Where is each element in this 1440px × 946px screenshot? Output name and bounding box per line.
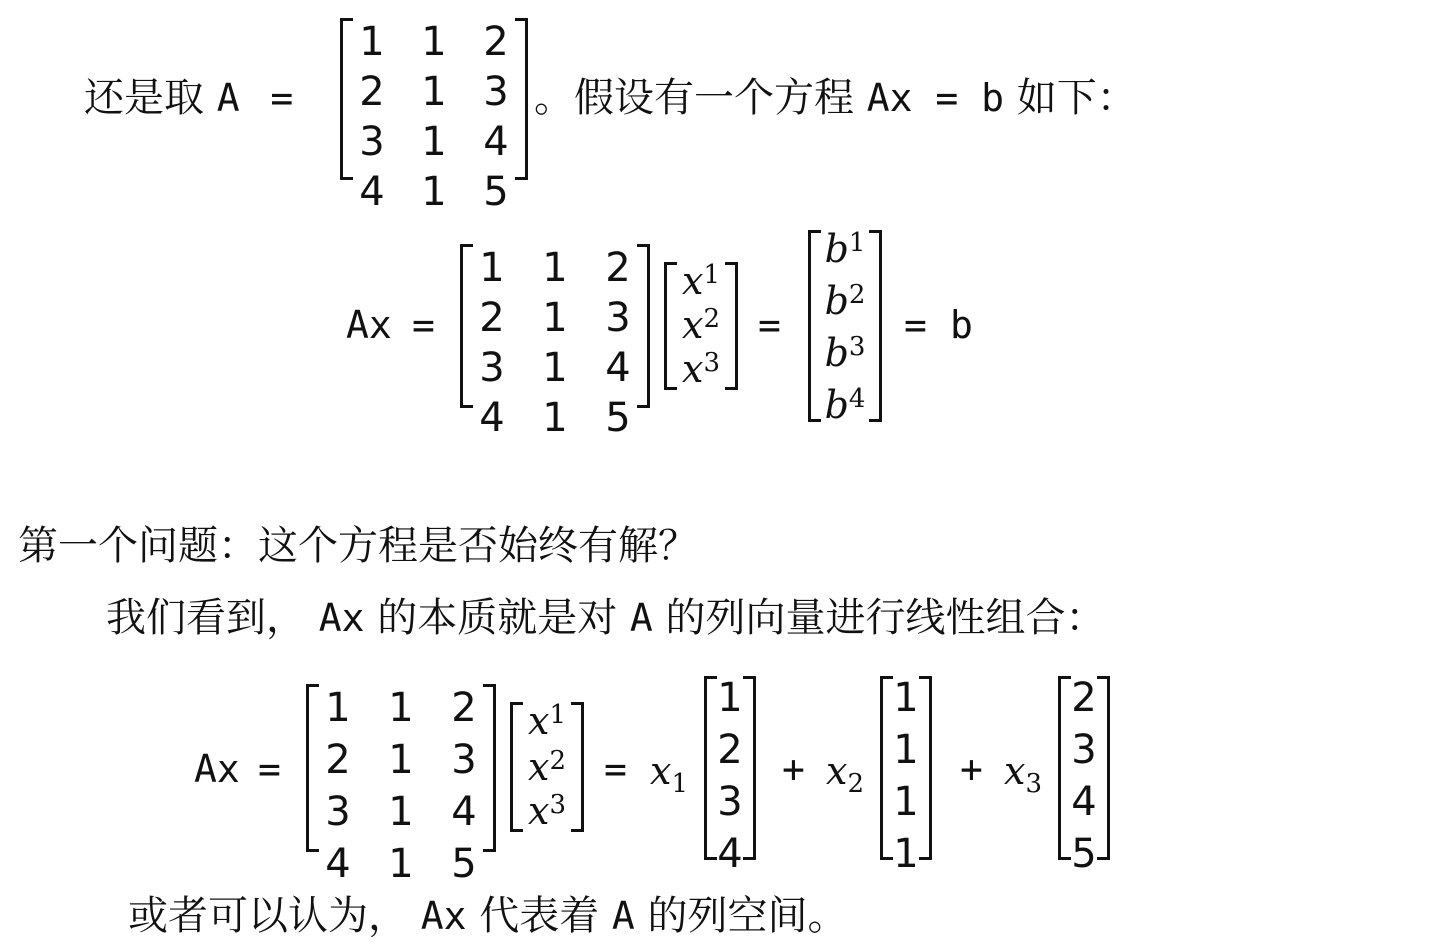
combo-A: A bbox=[629, 596, 653, 640]
matrix-cell: 1 bbox=[542, 395, 568, 441]
vector-entry: 1 bbox=[893, 779, 919, 825]
eq2-equals: = bbox=[258, 747, 281, 791]
matrix-cell: 3 bbox=[479, 345, 505, 391]
b4: b 4 bbox=[824, 383, 866, 427]
matrix-cell: 1 bbox=[421, 69, 447, 115]
matrix-cell: 1 bbox=[388, 789, 414, 835]
matrix-row bbox=[340, 19, 528, 65]
vector-entry: 1 bbox=[893, 727, 919, 773]
matrix-cell: 5 bbox=[483, 169, 509, 215]
matrix-cell: 2 bbox=[359, 69, 385, 115]
matrix-cell: 4 bbox=[359, 169, 385, 215]
matrix-cell: 3 bbox=[359, 119, 385, 165]
combo-Ax: Ax bbox=[318, 596, 365, 640]
coef-x2: $x_2$ bbox=[826, 749, 864, 799]
matrix-row bbox=[340, 69, 528, 115]
intro-tail-text2: 如下： bbox=[1016, 75, 1137, 121]
intro-tail-text: 。假设有一个方程 bbox=[534, 75, 854, 121]
space-Ax: Ax bbox=[420, 894, 467, 938]
column-vector-2 bbox=[880, 675, 932, 877]
vector-entry: 4 bbox=[1071, 779, 1097, 825]
vector-b-eq1 bbox=[808, 227, 882, 427]
matrix-cell: 2 bbox=[483, 19, 509, 65]
line-column-space bbox=[128, 893, 848, 939]
x1: x 1 bbox=[682, 259, 720, 303]
column-vector-3 bbox=[1058, 675, 1110, 877]
matrix-cell: 1 bbox=[388, 685, 414, 731]
combo-post: 的列向量进行线性组合： bbox=[665, 595, 1106, 641]
plus-1: + bbox=[782, 747, 805, 791]
matrix-cell: 4 bbox=[479, 395, 505, 441]
x1: x 1 bbox=[528, 699, 566, 743]
matrix-cell: 3 bbox=[605, 295, 631, 341]
matrix-cell: 2 bbox=[325, 737, 351, 783]
matrix-row bbox=[306, 737, 496, 783]
eq1-lhs: Ax bbox=[346, 303, 392, 347]
vector-entry: 3 bbox=[717, 779, 743, 825]
matrix-cell: 1 bbox=[388, 737, 414, 783]
matrix-cell: 3 bbox=[451, 737, 477, 783]
matrix-cell: 1 bbox=[421, 119, 447, 165]
eq1-equals: = bbox=[412, 303, 435, 347]
line-column-combo bbox=[106, 595, 1106, 641]
eq1-equals-3: = bbox=[904, 303, 927, 347]
plus-2: + bbox=[960, 747, 983, 791]
coef-x3: $x_3$ bbox=[1004, 749, 1042, 799]
matrix-cell: 4 bbox=[325, 841, 351, 887]
vector-entry: 2 bbox=[717, 727, 743, 773]
matrix-row bbox=[306, 789, 496, 835]
b3: b 3 bbox=[824, 331, 866, 375]
eq2-lhs: Ax bbox=[194, 747, 240, 791]
combo-pre: 我们看到， bbox=[106, 595, 306, 641]
eq2-equals-2: = bbox=[604, 747, 627, 791]
vector-entry: 2 bbox=[1071, 675, 1097, 721]
matrix-row bbox=[340, 169, 528, 215]
matrix-cell: 1 bbox=[542, 295, 568, 341]
coef-x1: $x_1$ bbox=[650, 749, 688, 799]
matrix-cell: 1 bbox=[479, 245, 505, 291]
vector-entry: 1 bbox=[717, 675, 743, 721]
combo-mid: 的本质就是对 bbox=[377, 595, 618, 641]
space-mid: 代表着 bbox=[479, 893, 600, 939]
x2: x 2 bbox=[528, 745, 566, 789]
vector-x-eq1 bbox=[664, 259, 738, 391]
equals-sign: = bbox=[270, 76, 294, 120]
matrix-row bbox=[306, 685, 496, 731]
equation-Axb: Ax = b bbox=[866, 76, 1004, 120]
matrix-row bbox=[460, 245, 650, 291]
matrix-cell: 4 bbox=[451, 789, 477, 835]
vector-entry: 3 bbox=[1071, 727, 1097, 773]
question-heading: 第一个问题：这个方程是否始终有解？ bbox=[18, 523, 698, 569]
matrix-cell: 1 bbox=[325, 685, 351, 731]
vector-entry: 1 bbox=[893, 831, 919, 877]
line-intro bbox=[84, 75, 294, 121]
matrix-cell: 1 bbox=[421, 169, 447, 215]
space-pre: 或者可以认为， bbox=[128, 893, 408, 939]
matrix-A-eq1 bbox=[460, 244, 650, 441]
matrix-row bbox=[460, 345, 650, 391]
matrix-cell: 1 bbox=[542, 245, 568, 291]
space-A: A bbox=[611, 894, 635, 938]
eq1-rhs: b bbox=[950, 303, 973, 347]
matrix-cell: 2 bbox=[479, 295, 505, 341]
matrix-cell: 5 bbox=[605, 395, 631, 441]
vector-x-eq2 bbox=[510, 699, 584, 833]
space-post: 的列空间。 bbox=[647, 893, 848, 939]
matrix-cell: 3 bbox=[483, 69, 509, 115]
matrix-row bbox=[306, 841, 496, 887]
matrix-row bbox=[340, 119, 528, 165]
matrix-cell: 3 bbox=[325, 789, 351, 835]
x3: x 3 bbox=[528, 789, 566, 833]
matrix-cell: 5 bbox=[451, 841, 477, 887]
line-intro-tail bbox=[534, 75, 1137, 121]
matrix-A-eq2 bbox=[306, 684, 496, 887]
b1: b 1 bbox=[824, 227, 866, 271]
matrix-cell: 1 bbox=[359, 19, 385, 65]
matrix-A-intro bbox=[340, 18, 528, 215]
x3: x 3 bbox=[682, 347, 720, 391]
x2: x 2 bbox=[682, 303, 720, 347]
matrix-cell: 2 bbox=[451, 685, 477, 731]
matrix-cell: 4 bbox=[483, 119, 509, 165]
matrix-row bbox=[460, 295, 650, 341]
matrix-cell: 1 bbox=[542, 345, 568, 391]
vector-entry: 1 bbox=[893, 675, 919, 721]
matrix-cell: 1 bbox=[388, 841, 414, 887]
b2: b 2 bbox=[824, 279, 866, 323]
vector-entry: 5 bbox=[1071, 831, 1097, 877]
intro-text: 还是取 bbox=[84, 75, 204, 121]
matrix-cell: 1 bbox=[421, 19, 447, 65]
var-A: A bbox=[216, 76, 240, 120]
matrix-row bbox=[460, 395, 650, 441]
eq1-equals-2: = bbox=[758, 303, 781, 347]
matrix-cell: 2 bbox=[605, 245, 631, 291]
column-vector-1 bbox=[704, 675, 756, 877]
matrix-cell: 4 bbox=[605, 345, 631, 391]
vector-entry: 4 bbox=[717, 831, 743, 877]
